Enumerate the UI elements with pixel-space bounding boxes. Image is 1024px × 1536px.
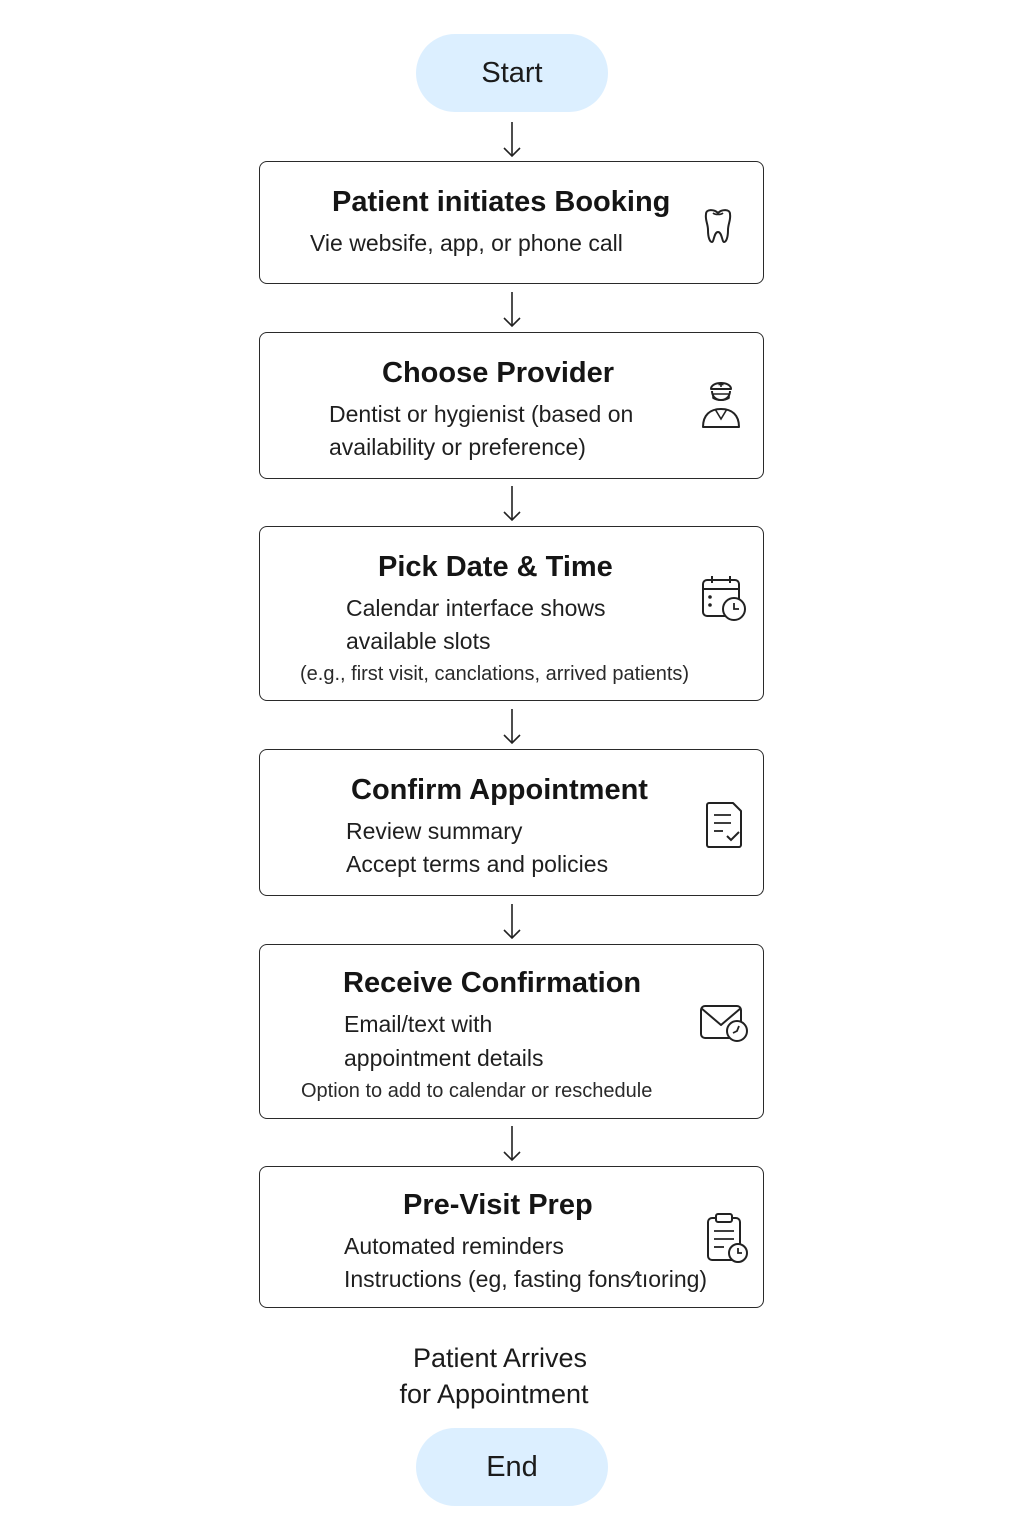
- flow-arrow: [500, 484, 524, 524]
- step-title: Pick Date & Time: [378, 551, 613, 583]
- step-pick-date-time: [259, 526, 764, 701]
- step-description: Review summary: [346, 818, 523, 844]
- step-title: Patient initiates Booking: [332, 186, 671, 218]
- patient-arrives-line2: for Appointment: [399, 1379, 589, 1409]
- flow-arrow: [500, 120, 524, 160]
- step-title: Confirm Appointment: [351, 774, 648, 806]
- patient-arrives-line1: Patient Arrives: [412, 1343, 588, 1373]
- start-terminal: [416, 34, 608, 112]
- step-patient-initiates-booking: [259, 161, 764, 284]
- tooth-icon: [698, 206, 738, 246]
- step-pre-visit-prep: [259, 1166, 764, 1308]
- mail-clock-icon: [698, 1001, 750, 1045]
- flow-arrow: [500, 707, 524, 747]
- step-description: Vie websife, app, or phone call: [310, 230, 623, 256]
- patient-arrives-label: [340, 1340, 660, 1412]
- step-receive-confirmation: [259, 944, 764, 1119]
- step-description: availability or preference): [329, 434, 586, 460]
- step-description: available slots: [346, 628, 491, 654]
- dentist-icon: [698, 375, 744, 431]
- flow-arrow: [500, 290, 524, 330]
- step-title: Receive Confirmation: [343, 967, 642, 999]
- start-label: Start: [481, 56, 543, 89]
- calendar-clock-icon: [700, 573, 748, 623]
- end-terminal: [416, 1428, 608, 1506]
- document-check-icon: [703, 800, 745, 850]
- flow-arrow: [500, 1124, 524, 1164]
- step-note: Option to add to calendar or reschedule: [301, 1080, 653, 1102]
- step-choose-provider: [259, 332, 764, 479]
- step-description: Calendar interface shows: [346, 595, 606, 621]
- end-label: End: [486, 1450, 538, 1483]
- step-title: Choose Provider: [382, 357, 615, 389]
- step-description: Accept terms and policies: [346, 851, 609, 877]
- step-note: (e.g., first visit, canclations, arrived patients): [300, 663, 690, 685]
- step-description: appointment details: [344, 1045, 544, 1071]
- step-description: Email/text with: [344, 1011, 493, 1037]
- step-description: Instructions (eg, fasting fons⁄tıoring): [344, 1266, 708, 1292]
- step-confirm-appointment: [259, 749, 764, 896]
- step-description: Dentist or hygienist (based on: [329, 401, 634, 427]
- step-title: Pre-Visit Prep: [403, 1189, 593, 1221]
- step-description: Automated reminders: [344, 1233, 564, 1259]
- clipboard-clock-icon: [704, 1211, 750, 1265]
- flow-arrow: [500, 902, 524, 942]
